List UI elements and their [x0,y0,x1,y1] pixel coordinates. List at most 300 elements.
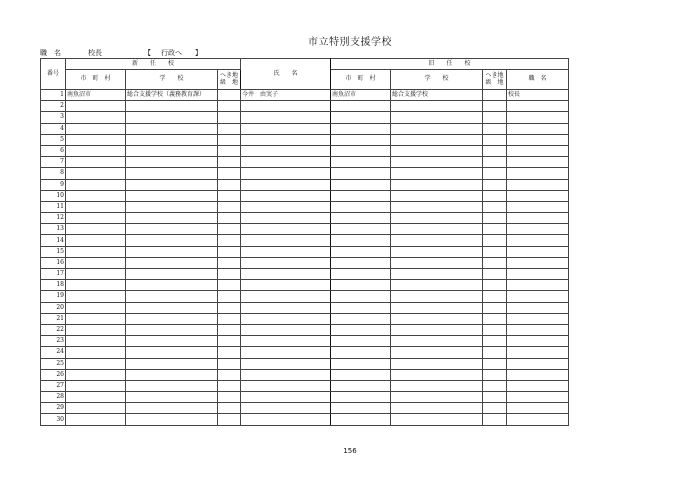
table-row [41,123,569,134]
new-school-cell [126,157,218,168]
old-school-cell [391,145,483,156]
position-cell [507,235,569,246]
old-remote-cell [483,213,507,224]
old-municipality-cell [331,380,391,391]
old-municipality-cell [331,134,391,145]
old-remote-cell [483,145,507,156]
new-school-cell [126,313,218,324]
name-header: 氏 名 [241,59,331,90]
new-municipality-cell [66,336,126,347]
new-school-cell [126,246,218,257]
old-school-cell [391,380,483,391]
table-row [41,380,569,391]
new-municipality-header: 市 町 村 [66,70,126,90]
row-number: 5 [41,134,66,145]
name-cell [241,347,331,358]
new-school-cell [126,347,218,358]
old-remote-cell [483,101,507,112]
old-remote-cell [483,403,507,414]
row-number: 24 [41,347,66,358]
row-number: 30 [41,414,66,425]
new-remote-cell [218,235,241,246]
old-municipality-cell [331,168,391,179]
name-cell [241,179,331,190]
row-number: 17 [41,269,66,280]
old-municipality-cell [331,201,391,212]
new-municipality-cell [66,201,126,212]
table-row [41,358,569,369]
position-cell [507,414,569,425]
row-number: 16 [41,257,66,268]
old-remote-cell [483,324,507,335]
table-row [41,90,569,101]
old-remote-cell [483,257,507,268]
old-municipality-cell [331,269,391,280]
new-municipality-cell [66,224,126,235]
position-cell [507,101,569,112]
new-remote-cell [218,90,241,101]
new-municipality-cell [66,280,126,291]
old-remote-cell [483,157,507,168]
new-remote-cell [218,112,241,123]
position-cell [507,224,569,235]
new-municipality-cell [66,291,126,302]
row-number: 10 [41,190,66,201]
new-remote-cell [218,280,241,291]
name-cell [241,257,331,268]
new-remote-cell [218,179,241,190]
new-remote-cell [218,414,241,425]
table-row [41,269,569,280]
old-school-cell [391,336,483,347]
page-title: 市立特別支援学校 [308,37,392,48]
old-school-cell [391,179,483,190]
new-school-cell [126,257,218,268]
old-municipality-cell [331,324,391,335]
new-school-header: 新 任 校 [66,59,241,70]
position-cell [507,134,569,145]
old-school-cell [391,369,483,380]
position-cell [507,324,569,335]
row-number: 4 [41,123,66,134]
new-remote-cell [218,313,241,324]
name-cell [241,157,331,168]
old-municipality-cell [331,280,391,291]
name-cell [241,168,331,179]
name-cell [241,380,331,391]
name-cell [241,280,331,291]
old-municipality-cell [331,190,391,201]
position-cell [507,179,569,190]
new-remote-cell [218,201,241,212]
old-municipality-header: 市 町 村 [331,70,391,90]
new-school-cell [126,224,218,235]
new-school-cell [126,302,218,313]
old-municipality-cell [331,224,391,235]
new-municipality-cell [66,190,126,201]
document-meta [40,48,580,58]
new-school-cell [126,369,218,380]
old-school-cell [391,324,483,335]
new-school-cell [126,291,218,302]
old-remote-cell [483,302,507,313]
new-municipality-cell [66,168,126,179]
name-cell [241,269,331,280]
row-number: 12 [41,213,66,224]
new-remote-cell [218,157,241,168]
name-cell [241,392,331,403]
row-number: 23 [41,336,66,347]
new-school-cell [126,213,218,224]
position-cell [507,336,569,347]
table-row [41,134,569,145]
position-cell [507,269,569,280]
table-row [41,403,569,414]
old-remote-cell [483,201,507,212]
row-number: 27 [41,380,66,391]
table-row [41,246,569,257]
old-remote-cell [483,235,507,246]
table-row [41,190,569,201]
position-cell [507,157,569,168]
new-municipality-cell [66,347,126,358]
new-school-cell [126,235,218,246]
old-school-cell [391,235,483,246]
old-municipality-cell [331,358,391,369]
old-municipality-cell [331,123,391,134]
new-remote-cell [218,324,241,335]
name-cell [241,101,331,112]
row-number: 18 [41,280,66,291]
position-cell [507,112,569,123]
old-school-cell [391,168,483,179]
new-remote-cell [218,190,241,201]
table-row [41,302,569,313]
old-school-cell [391,257,483,268]
new-remote-cell [218,347,241,358]
new-remote-cell [218,269,241,280]
old-remote-cell [483,190,507,201]
new-municipality-cell [66,112,126,123]
old-remote-cell [483,291,507,302]
old-school-cell [391,201,483,212]
new-school-cell [126,380,218,391]
row-number: 11 [41,201,66,212]
new-municipality-cell [66,101,126,112]
name-cell [241,403,331,414]
old-municipality-cell [331,213,391,224]
name-cell [241,201,331,212]
new-remote-cell [218,302,241,313]
page-number: 156 [343,447,357,455]
position-cell [507,168,569,179]
old-school-cell [391,213,483,224]
position-label: 職 名 [40,49,61,57]
old-school-cell [391,112,483,123]
name-cell [241,414,331,425]
position-header: 職 名 [507,70,569,90]
table-row [41,201,569,212]
old-school-cell [391,392,483,403]
new-remote-cell [218,246,241,257]
table-row [41,324,569,335]
position-cell [507,369,569,380]
row-number: 20 [41,302,66,313]
name-cell [241,123,331,134]
old-remote-cell [483,123,507,134]
row-number: 28 [41,392,66,403]
old-remote-cell [483,112,507,123]
new-remote-cell [218,336,241,347]
name-cell [241,112,331,123]
old-municipality-cell [331,101,391,112]
position-cell [507,380,569,391]
new-school-cell [126,145,218,156]
position-cell [507,145,569,156]
new-school-cell [126,190,218,201]
new-remote-cell [218,403,241,414]
new-school-cell [126,168,218,179]
bracket-open: 【 [144,49,151,57]
table-row [41,168,569,179]
position-cell: 校長 [507,90,569,101]
name-cell [241,369,331,380]
table-row [41,179,569,190]
old-school-cell [391,347,483,358]
name-cell [241,190,331,201]
new-remote-header: へき地 級 地 [218,70,241,90]
position-cell [507,392,569,403]
table-row [41,224,569,235]
new-remote-cell [218,134,241,145]
new-municipality-cell [66,403,126,414]
new-municipality-cell [66,257,126,268]
new-remote-cell [218,224,241,235]
table-row [41,414,569,425]
new-municipality-cell [66,157,126,168]
row-number: 13 [41,224,66,235]
position-cell [507,358,569,369]
position-cell [507,302,569,313]
old-school-cell [391,224,483,235]
position-cell [507,403,569,414]
old-school-cell [391,280,483,291]
new-municipality-cell [66,414,126,425]
old-school-name-header: 学 校 [391,70,483,90]
row-number: 1 [41,90,66,101]
new-municipality-cell [66,269,126,280]
name-cell [241,336,331,347]
new-municipality-cell: 南魚沼市 [66,90,126,101]
row-number: 29 [41,403,66,414]
table-row [41,369,569,380]
old-municipality-cell [331,414,391,425]
old-remote-cell [483,134,507,145]
new-remote-cell [218,145,241,156]
new-remote-cell [218,291,241,302]
new-remote-cell [218,392,241,403]
new-remote-cell [218,257,241,268]
new-municipality-cell [66,123,126,134]
new-remote-cell [218,123,241,134]
old-remote-cell [483,313,507,324]
new-school-cell [126,134,218,145]
new-municipality-cell [66,302,126,313]
old-school-cell: 総合支援学校 [391,90,483,101]
name-cell [241,224,331,235]
new-remote-cell [218,213,241,224]
row-number: 19 [41,291,66,302]
old-remote-cell [483,246,507,257]
position-cell [507,190,569,201]
old-municipality-cell [331,392,391,403]
new-school-cell [126,201,218,212]
position-cell [507,201,569,212]
new-school-name-header: 学 校 [126,70,218,90]
new-municipality-cell [66,392,126,403]
old-remote-cell [483,269,507,280]
new-school-cell [126,324,218,335]
table-row [41,392,569,403]
name-cell [241,291,331,302]
new-school-cell [126,101,218,112]
old-remote-cell [483,414,507,425]
name-cell [241,213,331,224]
old-municipality-cell [331,179,391,190]
new-remote-cell [218,369,241,380]
new-remote-cell [218,101,241,112]
old-school-cell [391,134,483,145]
table-row [41,112,569,123]
position-cell [507,280,569,291]
old-school-cell [391,157,483,168]
row-number: 14 [41,235,66,246]
old-school-cell [391,313,483,324]
old-remote-cell [483,179,507,190]
position-cell [507,213,569,224]
new-school-cell [126,403,218,414]
name-cell [241,358,331,369]
position-cell [507,313,569,324]
old-municipality-cell [331,302,391,313]
old-remote-cell [483,358,507,369]
bracket-close: 】 [195,49,202,57]
number-header: 番号 [41,59,66,90]
new-municipality-cell [66,358,126,369]
new-municipality-cell [66,369,126,380]
category-value: 行政へ [161,49,182,57]
position-cell [507,347,569,358]
row-number: 8 [41,168,66,179]
old-remote-cell [483,392,507,403]
table-row [41,213,569,224]
table-row [41,291,569,302]
old-remote-cell [483,168,507,179]
name-cell: 今井 由実子 [241,90,331,101]
position-cell [507,246,569,257]
new-school-cell [126,179,218,190]
table-row [41,235,569,246]
name-cell [241,145,331,156]
new-municipality-cell [66,213,126,224]
old-school-cell [391,101,483,112]
old-remote-cell [483,347,507,358]
old-municipality-cell [331,291,391,302]
row-number: 3 [41,112,66,123]
old-school-cell [391,291,483,302]
row-number: 15 [41,246,66,257]
row-number: 26 [41,369,66,380]
row-number: 6 [41,145,66,156]
position-cell [507,123,569,134]
position-cell [507,291,569,302]
new-school-cell [126,358,218,369]
new-school-cell [126,269,218,280]
old-remote-cell [483,224,507,235]
new-municipality-cell [66,380,126,391]
old-municipality-cell [331,157,391,168]
new-municipality-cell [66,145,126,156]
row-number: 9 [41,179,66,190]
table-row [41,257,569,268]
new-remote-cell [218,380,241,391]
table-row [41,313,569,324]
old-school-cell [391,403,483,414]
old-remote-cell [483,336,507,347]
name-cell [241,313,331,324]
new-municipality-cell [66,179,126,190]
table-row [41,101,569,112]
name-cell [241,302,331,313]
new-school-cell [126,280,218,291]
table-row [41,157,569,168]
new-municipality-cell [66,324,126,335]
old-school-cell [391,123,483,134]
old-remote-cell [483,90,507,101]
table-row [41,347,569,358]
old-school-cell [391,302,483,313]
old-municipality-cell [331,347,391,358]
old-municipality-cell [331,145,391,156]
position-cell [507,257,569,268]
new-remote-cell [218,358,241,369]
old-municipality-cell [331,403,391,414]
old-municipality-cell [331,235,391,246]
row-number: 7 [41,157,66,168]
old-school-cell [391,414,483,425]
old-school-header: 旧 任 校 [331,59,569,70]
old-school-cell [391,190,483,201]
new-school-cell [126,336,218,347]
name-cell [241,324,331,335]
table-row [41,336,569,347]
old-remote-cell [483,380,507,391]
table-body [41,90,569,426]
old-remote-cell [483,369,507,380]
new-municipality-cell [66,246,126,257]
name-cell [241,246,331,257]
new-municipality-cell [66,235,126,246]
name-cell [241,235,331,246]
personnel-table [40,58,569,426]
old-municipality-cell [331,246,391,257]
old-municipality-cell: 南魚沼市 [331,90,391,101]
old-municipality-cell [331,336,391,347]
old-school-cell [391,269,483,280]
old-school-cell [391,246,483,257]
old-municipality-cell [331,313,391,324]
new-remote-cell [218,168,241,179]
